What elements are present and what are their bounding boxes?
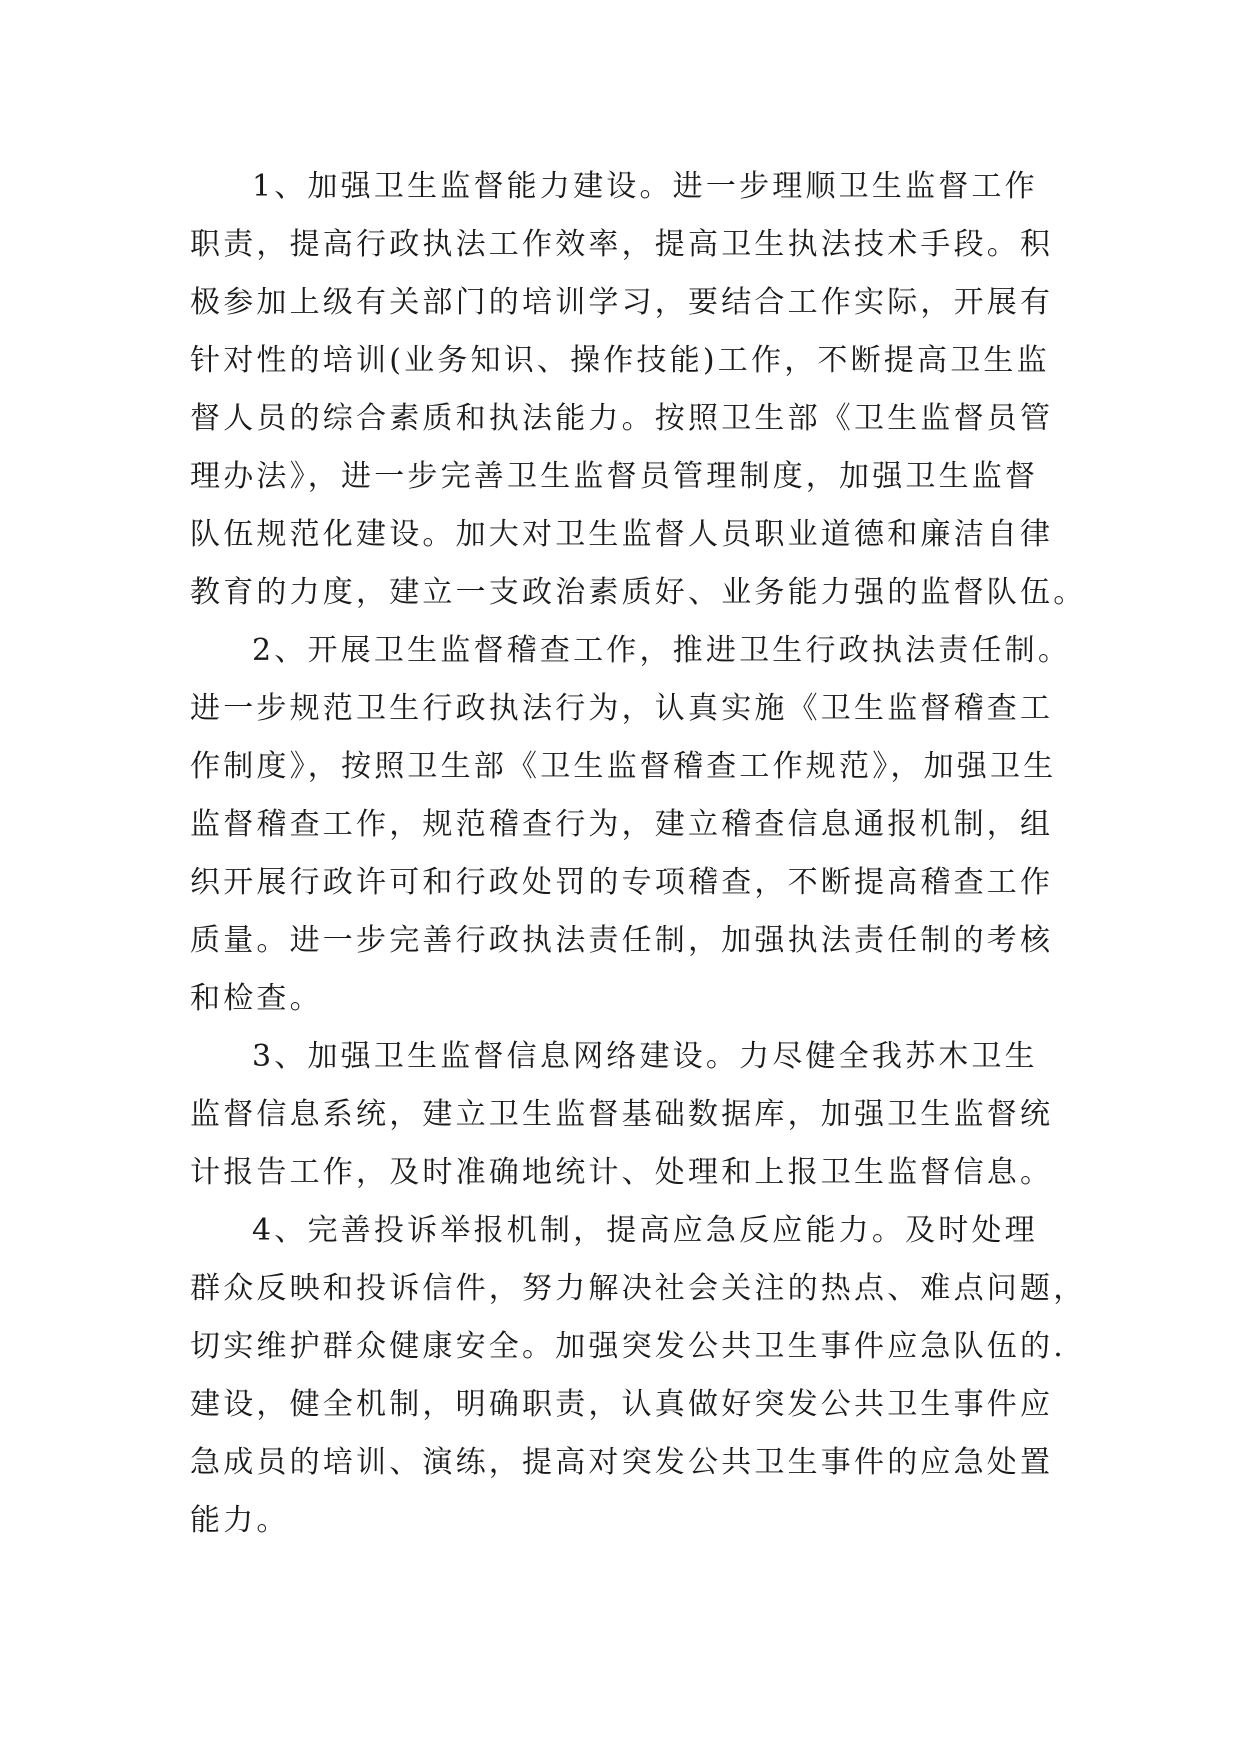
paragraph-line: 和检查。 [190,981,323,1016]
paragraph-line: 作制度》，按照卫生部《卫生监督稽查工作规范》，加强卫生 [190,749,1057,784]
paragraph-line: 能力。 [190,1503,290,1538]
paragraph-line: 1、加强卫生监督能力建设。进一步理顺卫生监督工作 [252,169,1038,204]
paragraph-line: 队伍规范化建设。加大对卫生监督人员职业道德和廉洁自律 [190,517,1054,552]
paragraph-line: 建设，健全机制，明确职责，认真做好突发公共卫生事件应 [190,1387,1054,1422]
paragraph-line: 进一步规范卫生行政执法行为，认真实施《卫生监督稽查工 [190,691,1054,726]
paragraph-line: 督人员的综合素质和执法能力。按照卫生部《卫生监督员管 [190,401,1054,436]
paragraph-line: 织开展行政许可和行政处罚的专项稽查，不断提高稽查工作 [190,865,1054,900]
paragraph-line: 针对性的培训(业务知识、操作技能)工作，不断提高卫生监 [190,343,1050,378]
document-body [190,158,1087,1550]
paragraph-line: 急成员的培训、演练，提高对突发公共卫生事件的应急处置 [190,1445,1054,1480]
paragraph-line: 极参加上级有关部门的培训学习，要结合工作实际，开展有 [190,285,1054,320]
paragraph-line: 教育的力度，建立一支政治素质好、业务能力强的监督队伍。 [190,575,1087,610]
paragraph-line: 监督稽查工作，规范稽查行为，建立稽查信息通报机制，组 [190,807,1054,842]
paragraph-line: 2、开展卫生监督稽查工作，推进卫生行政执法责任制。 [252,633,1072,668]
paragraph-line: 计报告工作，及时准确地统计、处理和上报卫生监督信息。 [190,1155,1054,1190]
paragraph-4 [190,1202,1087,1550]
paragraph-line: 职责，提高行政执法工作效率，提高卫生执法技术手段。积 [190,227,1054,262]
paragraph-2 [190,622,1072,1028]
paragraph-line: 切实维护群众健康安全。加强突发公共卫生事件应急队伍的. [190,1329,1066,1364]
paragraph-1 [190,158,1087,622]
paragraph-line: 3、加强卫生监督信息网络建设。力尽健全我苏木卫生 [252,1039,1038,1074]
paragraph-line: 质量。进一步完善行政执法责任制，加强执法责任制的考核 [190,923,1054,958]
paragraph-line: 理办法》，进一步完善卫生监督员管理制度，加强卫生监督 [190,459,1039,494]
paragraph-line: 监督信息系统，建立卫生监督基础数据库，加强卫生监督统 [190,1097,1054,1132]
paragraph-line: 群众反映和投诉信件，努力解决社会关注的热点、难点问题， [190,1271,1087,1306]
paragraph-line: 4、完善投诉举报机制，提高应急反应能力。及时处理 [252,1213,1038,1248]
paragraph-3 [190,1028,1060,1202]
